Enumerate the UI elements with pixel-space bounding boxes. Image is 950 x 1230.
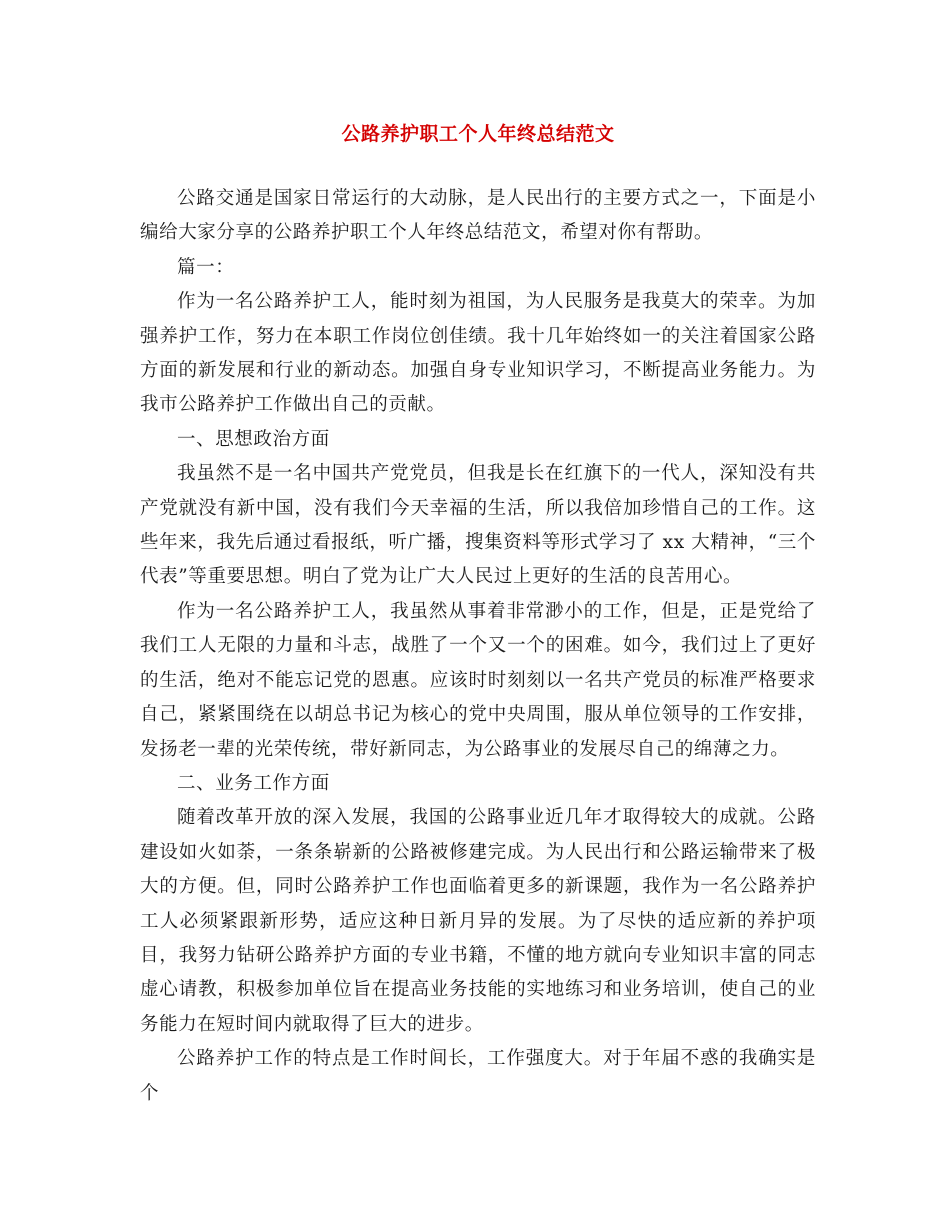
paragraph-body: 公路养护工作的特点是工作时间长，工作强度大。对于年届不惑的我确实是个 (140, 1048, 816, 1104)
section-heading-business: 二、业务工作方面 (177, 772, 330, 794)
paragraph-body: 作为一名公路养护工人，我虽然从事着非常渺小的工作，但是，正是党给了我们工人无限的力量和斗志，战胜了一个又一个的困难。如今，我们过上了更好的生活，绝对不能忘记党的恩惠。应该时时刻刻以一名共产党员的标准严格要求自己，紧紧围绕在以胡总书记为核心的党中央周围，服从单位领导的工作安排，发扬老一辈的光荣传统，带好新同志，为公路事业的发展尽自己的绵薄之力。 (140, 600, 816, 760)
paragraph-body: 随着改革开放的深入发展，我国的公路事业近几年才取得较大的成就。公路建设如火如荼，一条条崭新的公路被修建完成。为人民出行和公路运输带来了极大的方便。但，同时公路养护工作也面临着更多的新课题，我作为一名公路养护工人必须紧跟新形势，适应这种日新月异的发展。为了尽快的适应新的养护项目，我努力钻研公路养护方面的专业书籍，不懂的地方就向专业知识丰富的同志虚心请教，积极参加单位旨在提高业务技能的实地练习和业务培训，使自己的业务能力在短时间内就取得了巨大的进步。 (140, 807, 816, 1035)
paragraph-body: 我虽然不是一名中国共产党党员，但我是长在红旗下的一代人，深知没有共产党就没有新中国，没有我们今天幸福的生活，所以我倍加珍惜自己的工作。这些年来，我先后通过看报纸，听广播，搜集资料等形式学习了 xx 大精神，“三个代表”等重要思想。明白了党为让广大人民过上更好的生活的良苦用心。 (140, 463, 816, 588)
document-page (140, 118, 816, 1111)
section-heading-political: 一、思想政治方面 (177, 428, 330, 450)
paragraph-body: 作为一名公路养护工人，能时刻为祖国，为人民服务是我莫大的荣幸。为加强养护工作，努力在本职工作岗位创佳绩。我十几年始终如一的关注着国家公路方面的新发展和行业的新动态。加强自身专业知识学习，不断提高业务能力。为我市公路养护工作做出自己的贡献。 (140, 291, 816, 416)
paragraph-intro: 公路交通是国家日常运行的大动脉，是人民出行的主要方式之一，下面是小编给大家分享的公路养护职工个人年终总结范文，希望对你有帮助。 (140, 188, 816, 244)
paragraph-part-one-heading: 篇一： (177, 256, 235, 278)
document-title: 公路养护职工个人年终总结范文 (341, 123, 615, 145)
